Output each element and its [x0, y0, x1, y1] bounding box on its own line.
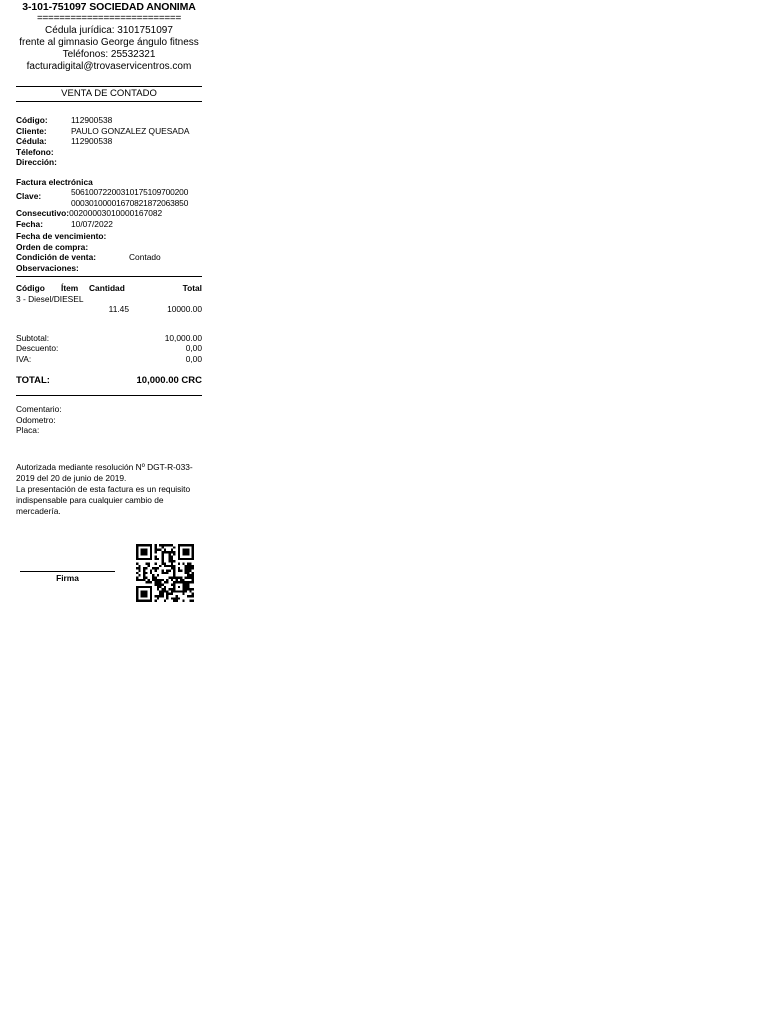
items-section — [16, 276, 202, 315]
condicion-value: Contado — [129, 252, 161, 262]
odometro-label: Odometro: — [16, 414, 56, 425]
col-codigo: Código — [16, 283, 45, 293]
clave-line-1: 50610072200310175109700200 — [71, 187, 189, 197]
item-row — [16, 304, 202, 315]
descuento-label: Descuento: — [16, 343, 59, 353]
codigo-label: Código: — [16, 115, 48, 125]
legal-resolution: Autorizada mediante resolución Nº DGT-R-033-2019 del 20 de junio de 2019. — [16, 461, 193, 483]
comentario-label: Comentario: — [16, 404, 62, 414]
legal-requirement: La presentación de esta factura es un requisito indispensable para cualquier cambio de mercadería. — [16, 483, 191, 516]
company-address: frente al gimnasio George ángulo fitness — [19, 37, 199, 48]
subtotal-value: 10,000.00 — [164, 332, 202, 343]
clave-label: Clave: — [16, 191, 42, 201]
codigo-value: 112900538 — [71, 115, 113, 125]
col-item: Ítem — [61, 283, 79, 293]
total-value: 10,000.00 CRC — [136, 375, 202, 386]
company-name: 3-101-751097 SOCIEDAD ANONIMA — [22, 1, 196, 13]
items-header — [16, 283, 202, 294]
subtotal-label: Subtotal: — [16, 332, 50, 343]
fecha-value: 10/07/2022 — [71, 218, 113, 229]
telefono-label: Télefono: — [16, 146, 54, 157]
sale-type: VENTA DE CONTADO — [16, 86, 202, 102]
total-label: TOTAL: — [16, 375, 50, 386]
item-description: 3 - Diesel/DIESEL — [16, 293, 84, 304]
placa-label: Placa: — [16, 425, 40, 435]
observaciones-label: Observaciones: — [16, 262, 79, 273]
client-block — [16, 115, 202, 168]
direccion-label: Dirección: — [16, 157, 57, 167]
invoice-block — [16, 177, 202, 274]
condicion-label: Condición de venta: — [16, 252, 97, 262]
qr-code-icon — [135, 544, 195, 602]
consecutivo-label: Consecutivo: — [16, 208, 70, 218]
extra-block — [16, 404, 202, 436]
cliente-value: PAULO GONZALEZ QUESADA — [71, 125, 190, 136]
clave-line-2: 00030100001670821872063850 — [71, 197, 189, 208]
item-total: 10000.00 — [167, 304, 202, 314]
totals-divider — [16, 395, 202, 396]
separator-line: ========================== — [36, 13, 182, 24]
cliente-label: Cliente: — [16, 125, 47, 136]
col-total: Total — [182, 283, 202, 293]
consecutivo-value: 00200003010000167082 — [69, 208, 163, 218]
invoice-title: Factura electrónica — [16, 176, 93, 187]
signature-line — [20, 571, 115, 572]
iva-label: IVA: — [16, 353, 32, 364]
fecha-label: Fecha: — [16, 218, 43, 229]
legal-text — [16, 462, 198, 517]
cedula-label: Cédula: — [16, 136, 47, 146]
cedula-value: 112900538 — [71, 136, 113, 146]
col-cantidad: Cantidad — [89, 283, 125, 293]
signature-label: Firma — [56, 573, 79, 583]
company-phones: Teléfonos: 25532321 — [62, 49, 156, 60]
totals-block — [16, 333, 202, 388]
orden-compra-label: Orden de compra: — [16, 241, 89, 252]
cedula-juridica: Cédula jurídica: 3101751097 — [45, 25, 173, 36]
iva-value: 0,00 — [185, 353, 202, 364]
company-email: facturadigital@trovaservicentros.com — [26, 61, 192, 72]
signature-area — [16, 544, 202, 602]
receipt — [16, 0, 202, 517]
item-quantity: 11.45 — [108, 304, 129, 314]
vencimiento-label: Fecha de vencimiento: — [16, 231, 107, 241]
descuento-value: 0,00 — [185, 343, 202, 353]
